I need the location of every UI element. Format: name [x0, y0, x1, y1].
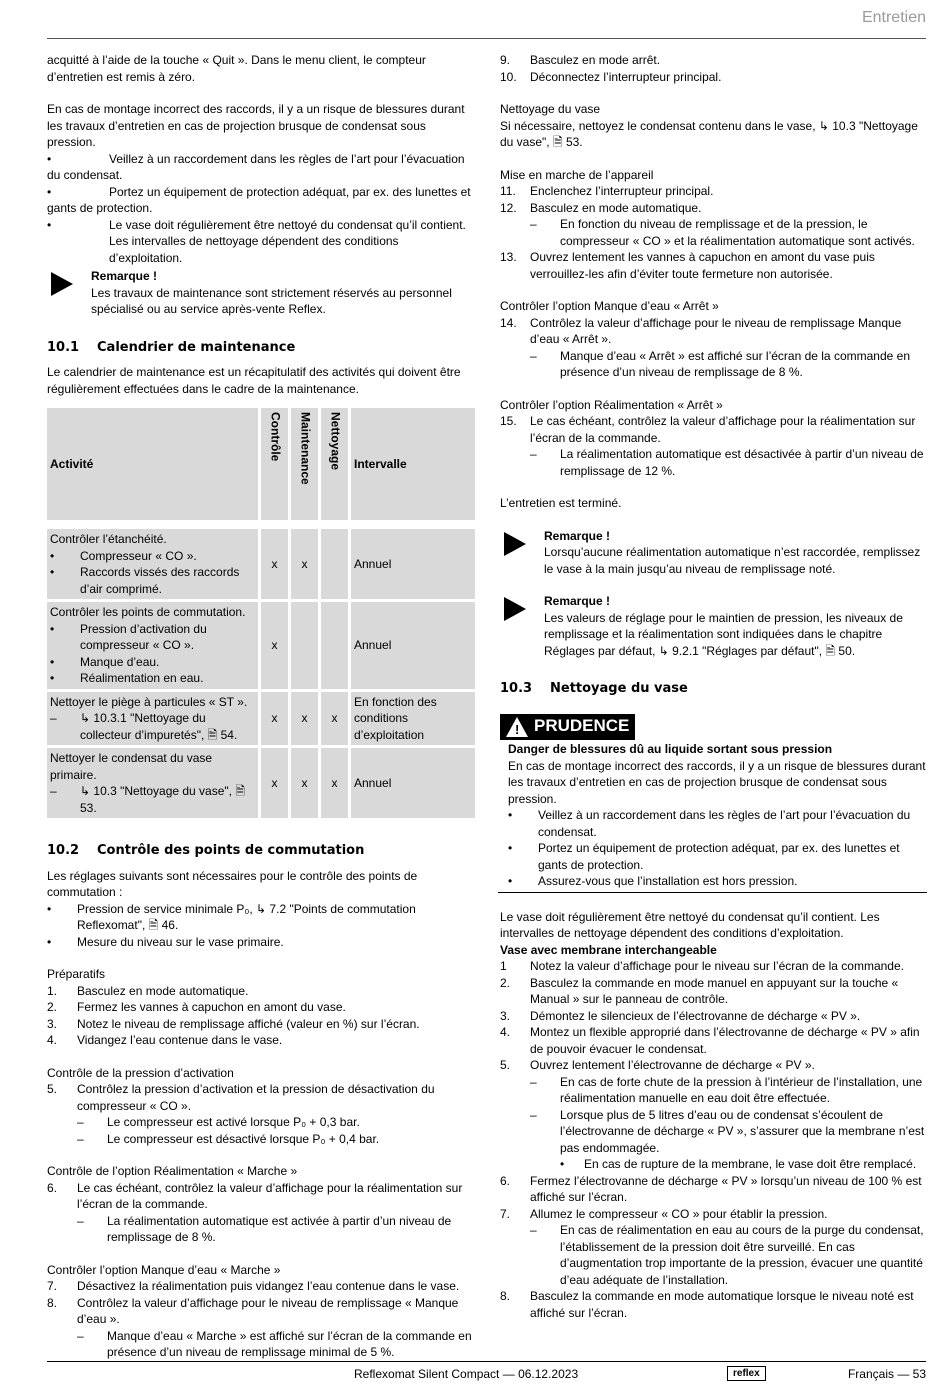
row-nettoyage — [321, 602, 348, 689]
note-title: Remarque ! — [91, 269, 158, 283]
safety-bullet: • Veillez à un raccordement dans les règles de l’art pour l’évacuation du condensat. — [47, 151, 465, 182]
step-item: 3. Démontez le silencieux de l’électrovanne de décharge « PV ». — [500, 1008, 861, 1023]
maintenance-table — [44, 405, 478, 821]
row-maintenance: x — [291, 748, 318, 818]
step-item: 2. Fermez les vannes à capuchon en amont du vase. — [47, 1000, 346, 1014]
caution-box — [498, 741, 927, 893]
section-intro: Le calendrier de maintenance est un récapitulatif des activités qui doivent être régulièrement effectuées dans le cadre de la maintenance. — [47, 365, 461, 396]
row-maintenance: x — [291, 692, 318, 746]
paragraph: Le vase doit régulièrement être nettoyé du condensat qu’il contient. Les intervalles de nettoyage dépendent des conditions d’exploitation. — [500, 909, 880, 940]
step-item: 14. Contrôlez la valeur d’affichage pour le niveau de remplissage Manque d’eau « Arrêt ». — [500, 315, 902, 346]
step-item: 6. Le cas échéant, contrôlez la valeur d’affichage pour la réalimentation sur l’écran de la commande. — [47, 1180, 463, 1211]
subheading: Contrôle de l’option Réalimentation « Marche » — [47, 1164, 298, 1178]
left-column — [47, 52, 475, 1361]
step-item: 7. Allumez le compresseur « CO » pour établir la pression. — [500, 1206, 828, 1221]
step-subitem: – La réalimentation automatique est activée à partir d’un niveau de remplissage de 8 %. — [77, 1213, 452, 1244]
table-row: Contrôler l’étanchéité. • Compresseur « CO ». • Raccords vissés des raccords d’air comprimé. x x Annuel — [47, 529, 475, 599]
step-item: 9. Basculez en mode arrêt. — [500, 53, 661, 67]
row-activity: Contrôler l’étanchéité. — [50, 532, 167, 546]
row-nettoyage: x — [321, 748, 348, 818]
safety-bullet: • Portez un équipement de protection adéquat, par ex. des lunettes et gants de protection. — [47, 184, 471, 215]
step-subitem: – Manque d’eau « Arrêt » est affiché sur l’écran de la commande en présence d’un niveau de remplissage de 8 %. — [530, 348, 910, 379]
step-subitem: – Le compresseur est désactivé lorsque P₀ + 0,4 bar. — [77, 1131, 380, 1146]
step-item: 11. Enclenchez l’interrupteur principal. — [500, 184, 714, 198]
subheading: Contrôler l’option Réalimentation « Arrêt » — [500, 397, 723, 412]
row-controle: x — [261, 602, 288, 689]
table-row: Nettoyer le piège à particules « ST ». – ↳ 10.3.1 "Nettoyage du collecteur d’impuretés", 🗎 54. x x x En fonction des conditions d’exploitation — [47, 692, 475, 746]
header-intervalle: Intervalle — [351, 408, 475, 520]
step-item: 5. Ouvrez lentement l’électrovanne de décharge « PV ». — [500, 1058, 815, 1072]
note-text: Lorsqu’aucune réalimentation automatique n’est raccordée, remplissez le vase à la main jusqu’au niveau de remplissage noté. — [544, 545, 921, 576]
subheading: Vase avec membrane interchangeable — [500, 942, 717, 957]
header-controle: Contrôle — [261, 408, 288, 520]
row-interval: En fonction des conditions d’exploitation — [351, 692, 475, 746]
note-title: Remarque ! — [544, 594, 611, 608]
footer-document-title: Reflexomat Silent Compact — 06.12.2023 — [354, 1367, 579, 1381]
row-activity: Contrôler les points de commutation. — [50, 605, 246, 619]
step-subitem: – Lorsque plus de 5 litres d’eau ou de condensat s’écoulent de l’électrovanne de décharge « PV », s’assurer que la membrane n’est pas endommagée. — [530, 1107, 925, 1155]
note-box — [500, 593, 927, 659]
risk-paragraph: En cas de montage incorrect des raccords, il y a un risque de blessures durant les travaux d’entretien en cas de projection brusque de condensat sous pression. — [47, 102, 465, 149]
note-box — [500, 528, 927, 578]
step-item: 15. Le cas échéant, contrôlez la valeur d’affichage pour la réalimentation sur l’écran de la commande. — [500, 414, 916, 445]
step-subsubitem: • En cas de rupture de la membrane, le vase doit être remplacé. — [560, 1157, 917, 1171]
header-divider — [47, 38, 926, 39]
table-row: Nettoyer le condensat du vase primaire. – ↳ 10.3 "Nettoyage du vase", 🗎 53. x x x Annuel — [47, 748, 475, 818]
header-maintenance: Maintenance — [291, 408, 318, 520]
step-subitem: – La réalimentation automatique est désactivée à partir d’un niveau de remplissage de 12 %. — [530, 447, 924, 478]
caution-bullet: • Assurez-vous que l’installation est hors pression. — [508, 874, 798, 888]
caution-bullet: • Portez un équipement de protection adéquat, par ex. des lunettes et gants de protection. — [508, 841, 900, 872]
subheading: Mise en marche de l’appareil — [500, 167, 654, 182]
note-arrow-icon — [47, 268, 91, 318]
step-item: 1. Basculez en mode automatique. — [47, 983, 249, 998]
row-activity: Nettoyer le condensat du vase primaire. — [50, 751, 213, 782]
step-item: 12. Basculez en mode automatique. — [500, 200, 702, 215]
subheading: Contrôler l’option Manque d’eau « Marche » — [47, 1262, 281, 1277]
table-row: Contrôler les points de commutation. • Pression d’activation du compresseur « CO ». • Manque d’eau. • Réalimentation en eau. x Annuel — [47, 602, 475, 689]
list-item: • Mesure du niveau sur le vase primaire. — [47, 934, 284, 949]
header-nettoyage: Nettoyage — [321, 408, 348, 520]
step-subitem: – Le compresseur est activé lorsque P₀ + 0,3 bar. — [77, 1115, 360, 1129]
note-box — [47, 268, 475, 318]
row-interval: Annuel — [351, 748, 475, 818]
row-interval: Annuel — [351, 602, 475, 689]
step-item: 3. Notez le niveau de remplissage affiché (valeur en %) sur l’écran. — [47, 1016, 420, 1031]
row-interval: Annuel — [351, 529, 475, 599]
list-item: • Pression de service minimale P₀, ↳ 7.2 "Points de commutation Reflexomat", 🗎 46. — [47, 901, 416, 932]
step-item: 1 Notez la valeur d’affichage pour le niveau sur l’écran de la commande. — [500, 959, 904, 973]
right-column — [500, 52, 927, 1321]
subheading: Contrôle de la pression d’activation — [47, 1065, 234, 1080]
reflex-logo: reflex — [727, 1366, 766, 1381]
subheading: Contrôler l’option Manque d’eau « Arrêt » — [500, 299, 719, 313]
step-subitem: – En fonction du niveau de remplissage et de la pression, le compresseur « CO » et la réalimentation automatique sont activés. — [530, 217, 915, 248]
subheading: Préparatifs — [47, 967, 106, 981]
note-arrow-icon — [500, 528, 544, 578]
note-title: Remarque ! — [544, 528, 611, 543]
paragraph: Si nécessaire, nettoyez le condensat contenu dans le vase, ↳ 10.3 "Nettoyage du vase", 🗎 53. — [500, 118, 918, 149]
caution-label: ! PRUDENCE — [500, 714, 635, 740]
row-maintenance — [291, 602, 318, 689]
caution-bullet: • Veillez à un raccordement dans les règles de l’art pour l’évacuation du condensat. — [508, 808, 911, 839]
footer-page-number: Français — 53 — [847, 1367, 926, 1381]
section-heading-10-2: 10.2 Contrôle des points de commutation — [47, 843, 365, 858]
step-item: 10. Déconnectez l’interrupteur principal. — [500, 69, 722, 84]
step-item: 4. Vidangez l’eau contenue dans le vase. — [47, 1033, 283, 1047]
section-heading-10-3: 10.3 Nettoyage du vase — [500, 681, 688, 696]
step-subitem: – En cas de réalimentation en eau au cours de la purge du condensat, l’établissement de la pression doit être surveillé. En cas d’augmentation trop importante de la pression, évacuer une quantité d’eau adéquate de l’installation. — [530, 1223, 924, 1287]
table-header-row — [47, 408, 475, 520]
section-heading-10-1: 10.1 Calendrier de maintenance — [47, 339, 296, 355]
step-item: 8. Basculez la commande en mode automatique lorsque le niveau noté est affiché sur l’écran. — [500, 1289, 914, 1320]
step-item: 2. Basculez la commande en mode manuel en appuyant sur la touche « Manual » sur le panneau de contrôle. — [500, 975, 899, 1006]
step-subitem: – En cas de forte chute de la pression à l’intérieur de l’installation, une réalimentation manuelle en eau doit être effectuée. — [530, 1074, 923, 1105]
section-intro: Les réglages suivants sont nécessaires pour le contrôle des points de commutation : — [47, 868, 418, 899]
note-text: Les valeurs de réglage pour le maintien de pression, les niveaux de remplissage et la réalimentation sont indiquées dans le chapitre Réglages par défaut, ↳ 9.2.1 "Réglages par défaut", 🗎 50. — [544, 610, 903, 658]
step-item: 5. Contrôlez la pression d’activation et la pression de désactivation du compresseur « CO ». — [47, 1082, 435, 1113]
caution-text: En cas de montage incorrect des raccords, il y a un risque de blessures durant les travaux d’entretien en cas de projection brusque de condensat sous pression. — [508, 758, 926, 806]
row-controle: x — [261, 529, 288, 599]
intro-paragraph: acquitté à l’aide de la touche « Quit ». Dans le menu client, le compteur d’entretien est remis à zéro. — [47, 53, 426, 84]
note-text: Les travaux de maintenance sont strictement réservés au personnel spécialisé ou au service après-vente Reflex. — [91, 285, 452, 316]
step-item: 8. Contrôlez la valeur d’affichage pour le niveau de remplissage « Manque d’eau ». — [47, 1295, 459, 1326]
row-controle: x — [261, 692, 288, 746]
step-item: 6. Fermez l’électrovanne de décharge « PV » lorsqu’un niveau de 100 % est affiché sur l’écran. — [500, 1173, 922, 1204]
note-arrow-icon — [500, 593, 544, 659]
row-nettoyage: x — [321, 692, 348, 746]
warning-triangle-icon: ! — [506, 717, 528, 737]
step-item: 4. Montez un flexible approprié dans l’électrovanne de décharge « PV » afin de pouvoir évacuer le condensat. — [500, 1025, 920, 1056]
step-subitem: – Manque d’eau « Marche » est affiché sur l’écran de la commande en présence d’un niveau de remplissage minimal de 5 %. — [77, 1328, 472, 1359]
row-maintenance: x — [291, 529, 318, 599]
header-section-title: Entretien — [861, 9, 926, 26]
row-activity: Nettoyer le piège à particules « ST ». — [50, 694, 248, 709]
paragraph: L’entretien est terminé. — [500, 496, 622, 510]
step-item: 7. Désactivez la réalimentation puis vidangez l’eau contenue dans le vase. — [47, 1279, 460, 1293]
subheading: Nettoyage du vase — [500, 102, 601, 116]
caution-title: Danger de blessures dû au liquide sortant sous pression — [508, 742, 833, 756]
footer-divider — [47, 1361, 926, 1362]
safety-bullet: • Le vase doit régulièrement être nettoyé du condensat qu’il contient. Les intervalles de nettoyage dépendent des conditions d’exploitation. — [47, 217, 466, 265]
row-controle: x — [261, 748, 288, 818]
row-nettoyage — [321, 529, 348, 599]
header-activity: Activité — [47, 408, 258, 520]
step-item: 13. Ouvrez lentement les vannes à capuchon en amont du vase puis verrouillez-les afin d’éviter toute fermeture non autorisée. — [500, 250, 875, 281]
